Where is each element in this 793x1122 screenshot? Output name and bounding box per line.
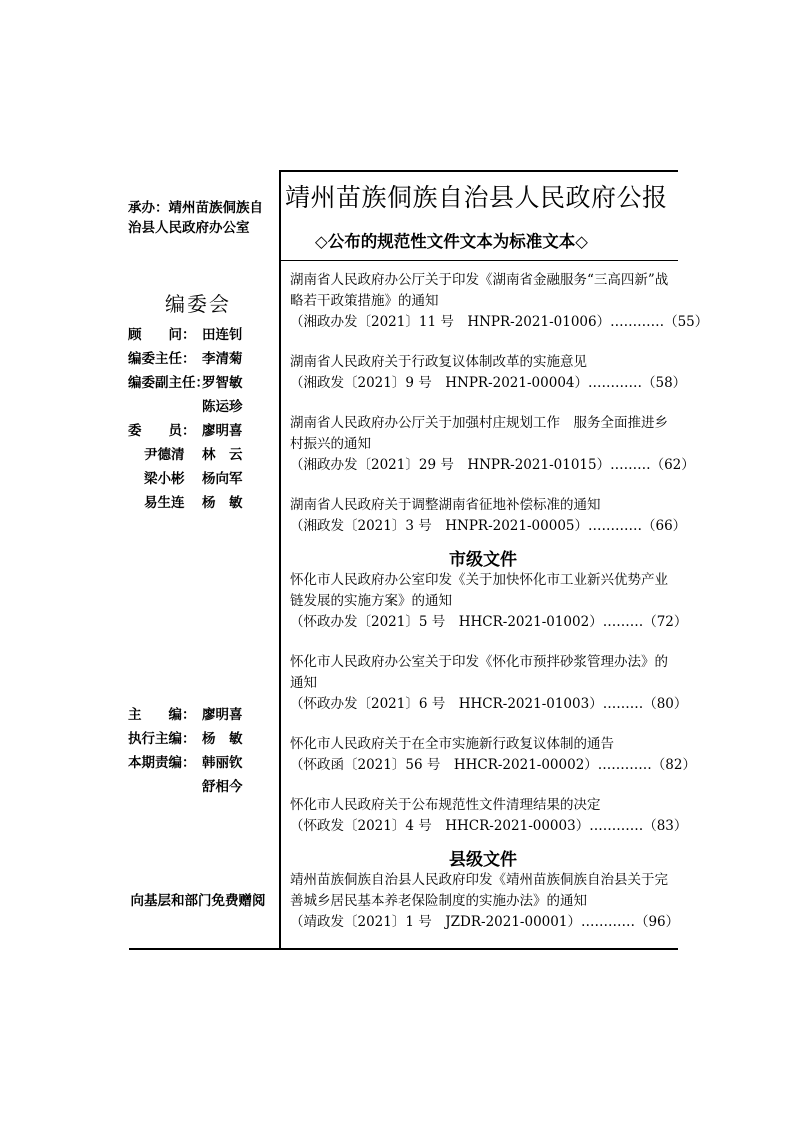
document-reference: （怀政办发〔2021〕6 号 HHCR-2021-01003）………（80）	[290, 696, 688, 712]
document-reference: （怀政发〔2021〕4 号 HHCR-2021-00003）…………（83）	[290, 818, 688, 834]
board-names: 廖明喜	[202, 423, 243, 439]
distribution-note: 向基层和部门免费赠阅	[130, 893, 266, 909]
contents-entry[interactable]	[290, 270, 709, 333]
contents-entry[interactable]	[290, 352, 687, 394]
contents-entry[interactable]	[290, 495, 687, 537]
board-role	[128, 395, 202, 419]
board-row	[128, 443, 243, 467]
editor-role: 本期责编：	[128, 755, 196, 771]
document-reference: （靖政发〔2021〕1 号 JZDR-2021-00001）…………（96）	[290, 914, 680, 930]
board-row	[128, 467, 243, 491]
document-title: 怀化市人民政府关于在全市实施新行政复议体制的通告	[290, 736, 614, 752]
board-role: 委 员：	[128, 423, 196, 439]
section-heading-county: 县级文件	[449, 850, 517, 870]
document-reference: （怀政函〔2021〕56 号 HHCR-2021-00002）…………（82）	[290, 757, 696, 773]
board-names: 陈运珍	[202, 399, 243, 415]
board-member-name: 尹德清	[144, 447, 185, 463]
editor-role: 执行主编：	[128, 731, 196, 747]
board-role: 编委副主任：	[128, 375, 209, 391]
top-rule	[279, 170, 678, 172]
board-names: 田连钊	[202, 327, 243, 343]
editorial-board-list	[128, 323, 243, 515]
board-names: 李清菊	[202, 351, 243, 367]
contents-entry[interactable]	[290, 795, 688, 837]
board-names: 杨向军	[202, 471, 243, 487]
contents-entry[interactable]	[290, 734, 696, 776]
board-names: 罗智敏	[202, 375, 243, 391]
document-title: 靖州苗族侗族自治县人民政府印发《靖州苗族侗族自治县关于完善城乡居民基本养老保险制度的实施办法》的通知	[290, 872, 668, 909]
document-title: 湖南省人民政府关于行政复议体制改革的实施意见	[290, 354, 587, 370]
document-reference: （湘政办发〔2021〕11 号 HNPR-2021-01006）…………（55）	[290, 314, 709, 330]
editor-names: 舒相今	[202, 779, 243, 795]
contents-list	[290, 270, 709, 952]
editor-names: 韩丽钦	[202, 755, 243, 771]
editor-role	[128, 775, 202, 799]
editor-row	[128, 751, 243, 775]
editors-list	[128, 703, 243, 799]
board-row	[128, 395, 243, 419]
editor-row	[128, 727, 243, 751]
editor-row	[128, 775, 243, 799]
document-reference: （湘政发〔2021〕3 号 HNPR-2021-00005）…………（66）	[290, 518, 687, 534]
document-reference: （怀政办发〔2021〕5 号 HHCR-2021-01002）………（72）	[290, 614, 688, 630]
board-row	[128, 419, 243, 443]
board-role: 编委主任：	[128, 351, 196, 367]
board-row	[128, 371, 243, 395]
board-member-name: 梁小彬	[144, 471, 185, 487]
editor-names: 杨 敏	[202, 731, 243, 747]
board-names: 杨 敏	[202, 495, 243, 511]
document-title: 湖南省人民政府关于调整湖南省征地补偿标准的通知	[290, 497, 601, 513]
board-role: 顾 问：	[128, 327, 196, 343]
contents-entry[interactable]	[290, 413, 695, 476]
editor-row	[128, 703, 243, 727]
section-heading-city: 市级文件	[449, 550, 517, 570]
board-row	[128, 491, 243, 515]
organizer-text: 承办：靖州苗族侗族自治县人民政府办公室	[128, 200, 263, 236]
editor-names: 廖明喜	[202, 707, 243, 723]
document-title: 怀化市人民政府关于公布规范性文件清理结果的决定	[290, 797, 601, 813]
editor-role: 主 编：	[128, 707, 196, 723]
column-divider	[279, 170, 281, 949]
document-reference: （湘政发〔2021〕9 号 HNPR-2021-00004）…………（58）	[290, 375, 687, 391]
standard-text-notice: ◇公布的规范性文件文本为标准文本◇	[315, 232, 588, 251]
document-title: 怀化市人民政府办公室印发《关于加快怀化市工业新兴优势产业链发展的实施方案》的通知	[290, 572, 668, 609]
document-title: 湖南省人民政府办公厅关于加强村庄规划工作 服务全面推进乡村振兴的通知	[290, 415, 668, 452]
board-member-name: 易生连	[144, 495, 185, 511]
document-title: 湖南省人民政府办公厅关于印发《湖南省金融服务“三高四新”战略若干政策措施》的通知	[290, 272, 669, 309]
header-rule	[279, 260, 678, 261]
board-names: 林 云	[202, 447, 243, 463]
editorial-board-title: 编委会	[165, 292, 231, 316]
contents-entry[interactable]	[290, 570, 688, 633]
document-reference: （湘政办发〔2021〕29 号 HNPR-2021-01015）………（62）	[290, 457, 695, 473]
board-row	[128, 347, 243, 371]
contents-entry[interactable]	[290, 652, 688, 715]
contents-entry[interactable]	[290, 870, 680, 933]
document-title: 怀化市人民政府办公室关于印发《怀化市预拌砂浆管理办法》的通知	[290, 654, 668, 691]
board-row	[128, 323, 243, 347]
publication-title: 靖州苗族侗族自治县人民政府公报	[285, 183, 668, 212]
